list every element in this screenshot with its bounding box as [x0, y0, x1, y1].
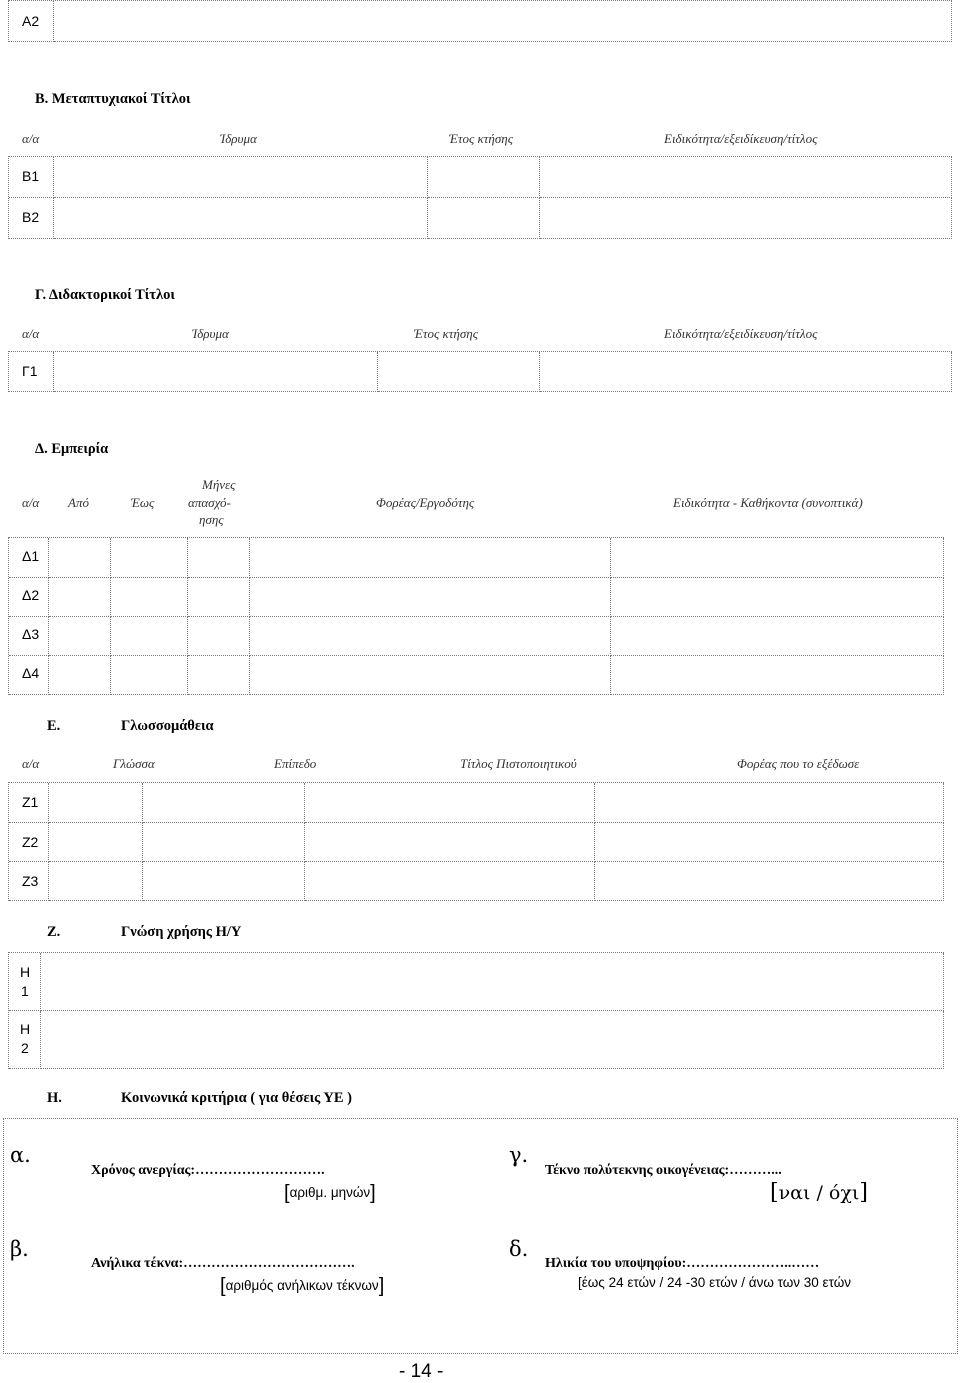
item-a-note: [αριθμ. μηνών]	[284, 1182, 376, 1204]
table-d-cell[interactable]	[49, 617, 111, 656]
table-a-cell-content[interactable]	[54, 1, 952, 42]
section-d-header-employer: Φορέας/Εργοδότης	[376, 495, 475, 510]
table-d-cell[interactable]	[188, 656, 250, 695]
section-z-title-letter: Ζ.	[47, 924, 61, 940]
table-a	[8, 0, 952, 42]
item-d-note-clip	[578, 1274, 870, 1292]
table-e-cell[interactable]	[143, 823, 305, 862]
section-d-header-specialty: Ειδικότητα - Καθήκοντα (συνοπτικά)	[673, 495, 863, 510]
table-e-cell[interactable]	[143, 862, 305, 901]
item-b-label[interactable]: Ανήλικα τέκνα:……………………………….	[91, 1256, 355, 1271]
table-b-cell[interactable]	[540, 198, 952, 239]
table-d-row-label: Δ3	[22, 626, 40, 642]
section-g-header-institution: Ίδρυμα	[192, 326, 229, 341]
table-e	[8, 782, 944, 901]
table-d-cell[interactable]	[111, 578, 188, 617]
table-z-row-label-number: 2	[21, 1040, 29, 1056]
table-e-cell[interactable]	[595, 823, 944, 862]
table-b-cell[interactable]	[428, 157, 540, 198]
section-e-title-text: Γλωσσομάθεια	[121, 718, 214, 734]
table-d-row-label: Δ2	[22, 587, 40, 603]
section-b-header-year: Έτος κτήσης	[449, 131, 513, 146]
table-e-cell[interactable]	[305, 783, 595, 823]
table-b-row-label: Β2	[22, 209, 40, 225]
table-z	[8, 952, 944, 1069]
table-b-cell[interactable]	[428, 198, 540, 239]
item-g-note: [ναι / όχι]	[770, 1180, 868, 1205]
table-d-cell[interactable]	[49, 538, 111, 578]
section-e-header-issuer: Φορέας που το εξέδωσε	[737, 756, 860, 771]
table-d-cell[interactable]	[611, 538, 944, 578]
table-d-cell[interactable]	[188, 538, 250, 578]
section-d-header-from: Από	[68, 495, 89, 510]
table-b-cell[interactable]	[54, 198, 428, 239]
table-d-cell[interactable]	[111, 538, 188, 578]
table-e-cell[interactable]	[595, 783, 944, 823]
page-number: - 14 -	[399, 1361, 444, 1382]
section-b-header-institution: Ίδρυμα	[220, 131, 257, 146]
section-e-header-aa: α/α	[22, 756, 40, 771]
social-criteria-box	[3, 1118, 958, 1354]
table-d-cell[interactable]	[611, 578, 944, 617]
table-b-cell[interactable]	[54, 157, 428, 198]
table-z-row-label-number: 1	[21, 983, 29, 999]
item-g-label[interactable]: Τέκνο πολύτεκνης οικογένειας:………...	[545, 1163, 782, 1178]
table-e-cell[interactable]	[305, 823, 595, 862]
table-z-row-label-letter: Η	[20, 1021, 31, 1037]
item-a-letter: α.	[10, 1143, 31, 1167]
section-d-header-months-1: Μήνες	[202, 477, 236, 492]
table-b	[8, 156, 952, 239]
table-d-cell[interactable]	[49, 656, 111, 695]
table-d-cell[interactable]	[111, 656, 188, 695]
table-g	[8, 351, 952, 392]
section-b-header-aa: α/α	[22, 131, 40, 146]
table-e-cell[interactable]	[49, 823, 143, 862]
table-d	[8, 537, 944, 695]
section-d-header-to: Έως	[131, 495, 155, 510]
table-d-cell[interactable]	[188, 578, 250, 617]
table-d-cell[interactable]	[611, 617, 944, 656]
table-e-cell[interactable]	[49, 862, 143, 901]
table-a-row-label: A2	[22, 13, 40, 29]
table-e-cell[interactable]	[305, 862, 595, 901]
section-e-title-letter: Ε.	[47, 718, 61, 734]
item-d-label[interactable]: Ηλικία του υποψηφίου:…………………..……	[545, 1256, 820, 1271]
table-e-row-label: Ζ2	[22, 834, 39, 850]
table-d-cell[interactable]	[49, 578, 111, 617]
table-d-cell[interactable]	[250, 578, 611, 617]
section-e-header-language: Γλώσσα	[113, 756, 155, 771]
item-a-label[interactable]: Χρόνος ανεργίας:……………………….	[91, 1163, 325, 1178]
section-d-header-months-3: ησης	[199, 512, 224, 527]
table-z-cell[interactable]	[41, 1011, 944, 1069]
table-d-cell[interactable]	[611, 656, 944, 695]
table-d-cell[interactable]	[250, 617, 611, 656]
section-e-header-certificate: Τίτλος Πιστοποιητικού	[460, 756, 577, 771]
section-z-title-text: Γνώση χρήσης Η/Υ	[121, 924, 242, 940]
table-d-row-label: Δ1	[22, 548, 40, 564]
table-e-cell[interactable]	[143, 783, 305, 823]
item-b-note-text: αριθμός ανήλικων τέκνων	[225, 1278, 379, 1294]
table-e-cell[interactable]	[595, 862, 944, 901]
item-d-note-text: [έως 24 ετών / 24 -30 ετών / άνω των 30 ετών	[578, 1275, 852, 1290]
table-d-cell[interactable]	[188, 617, 250, 656]
item-b-note: [αριθμός ανήλικων τέκνων]	[220, 1275, 385, 1297]
table-d-cell[interactable]	[111, 617, 188, 656]
table-e-cell[interactable]	[49, 783, 143, 823]
item-b-letter: β.	[10, 1237, 29, 1261]
table-b-row-label: Β1	[22, 168, 40, 184]
section-d-header-aa: α/α	[22, 495, 40, 510]
section-g-header-year: Έτος κτήσης	[414, 326, 478, 341]
section-g-header-specialty: Ειδικότητα/εξειδίκευση/τίτλος	[664, 326, 818, 341]
section-b-title: Β. Μεταπτυχιακοί Τίτλοι	[35, 91, 191, 107]
table-b-cell[interactable]	[540, 157, 952, 198]
section-h-title-text: Κοινωνικά κριτήρια ( για θέσεις ΥΕ )	[121, 1090, 352, 1106]
table-g-row-label: Γ1	[22, 363, 38, 379]
table-row	[9, 953, 41, 1011]
section-e-header-level: Επίπεδο	[274, 756, 317, 771]
section-g-header-aa: α/α	[22, 326, 40, 341]
table-d-cell[interactable]	[250, 656, 611, 695]
item-d-letter: δ.	[509, 1237, 529, 1261]
item-g-letter: γ.	[509, 1143, 529, 1167]
table-z-row-label-letter: Η	[20, 964, 31, 980]
section-d-title: Δ. Εμπειρία	[35, 441, 109, 457]
table-d-row-label: Δ4	[22, 665, 40, 681]
item-a-note-text: αριθμ. μηνών	[289, 1185, 371, 1201]
section-b-header-specialty: Ειδικότητα/εξειδίκευση/τίτλος	[664, 131, 818, 146]
table-g-cell[interactable]	[540, 352, 952, 392]
section-d-header-months-2: απασχό-	[188, 495, 231, 510]
section-g-title: Γ. Διδακτορικοί Τίτλοι	[35, 287, 175, 303]
table-g-cell[interactable]	[378, 352, 540, 392]
table-e-row-label: Ζ3	[22, 873, 39, 889]
section-h-title-letter: Η.	[47, 1090, 62, 1106]
table-g-cell[interactable]	[54, 352, 378, 392]
table-z-cell[interactable]	[41, 953, 944, 1011]
item-g-note-text: ναι / όχι	[778, 1182, 860, 1204]
table-e-row-label: Ζ1	[22, 794, 39, 810]
table-d-cell[interactable]	[250, 538, 611, 578]
